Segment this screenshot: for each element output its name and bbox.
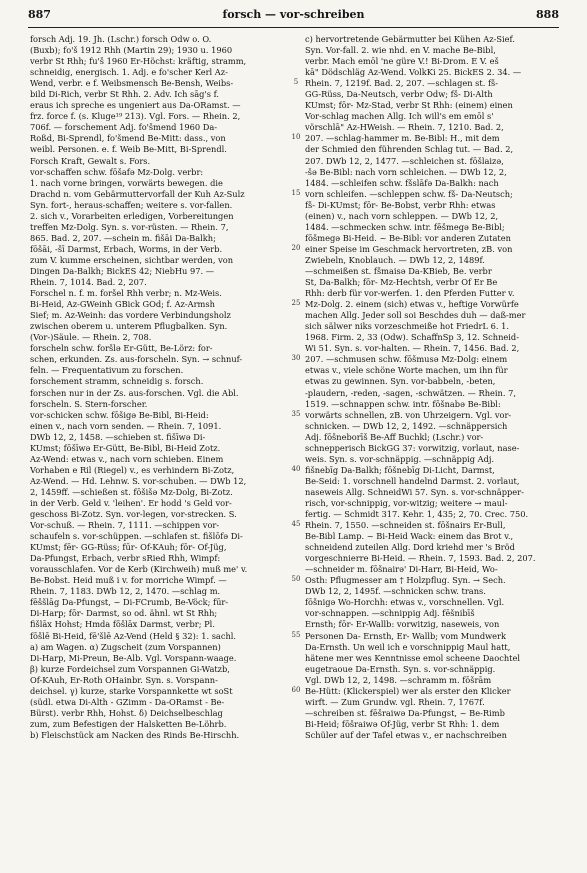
text-line: Zwiebeln, Knoblauch. — DWb 12, 2, 1489f.: [305, 254, 485, 265]
text-line: einen v., nach vorn senden. — Rhein. 7, 1091.: [30, 420, 222, 431]
text-line: fōšāi, -šī Darmst, Erbach, Worms, in der Verb.: [30, 243, 223, 254]
text-line: weibl. Personen. e. f. Weib Be-Mitt, Bi-Sprendl.: [30, 144, 227, 155]
text-line: weis. Syn. s. vor-schnäppig. —schnäppig Adj.: [305, 453, 495, 464]
text-line: Be-Hütt: (Klickerspiel) wer als erster den Klicker: [305, 685, 511, 696]
text-line: schnicken. — DWb 12, 2, 1492. —schnäppersich: [305, 420, 508, 431]
text-line: KUmst; fēr- GG-Rüss; fūr- Of-KAuh; fōr- Of-Jüg,: [30, 542, 227, 553]
left-column: [30, 34, 290, 741]
text-line: Bi-Heid, Az-GWeinh GBick GOd; f. Az-Armsh: [30, 299, 215, 310]
text-line: Wi 51. Syn. s. vor-halten. — Rhein. 7, 1456. Bad. 2,: [305, 343, 520, 354]
text-line: St, Da-Balkh; fōr- Mz-Hechtsh, verbr Of Er Be: [305, 277, 498, 288]
text-line: 207. DWb 12, 2, 1477. —schleichen st. fōšlaizə,: [305, 155, 504, 166]
line-number: 10: [291, 133, 301, 142]
text-line: vorausschlafen. Vor de Kerb (Kirchweih) muß me' v.: [30, 564, 248, 575]
text-line: Dingen Da-Balkh; BickES 42; NiebHu 97. —: [30, 265, 214, 276]
text-line: Vor-schuß. — Rhein. 7, 1111. —schippen vor-: [30, 520, 220, 531]
text-line: Az-Wend. — Hd. Lehnw. S. vor-schuben. — DWb 12,: [30, 475, 247, 486]
text-line: Rhein. 7, 1183. DWb 12, 2, 1470. —schlag m.: [30, 586, 221, 597]
text-line: Bi-Heid; fōšraiwə Of-Jüg, verbr St Rhh: 1. dem: [305, 718, 500, 729]
line-number: 20: [291, 243, 301, 252]
text-line: schnepperisch BickGG 37: vorwitzig, vorlaut, nase-: [305, 442, 520, 453]
text-line: Di-Harp, Mi-Preun, Be-Alb. Vgl. Vorspann-waage.: [30, 652, 237, 663]
running-title: forsch — vor-schreiben: [222, 8, 365, 21]
text-line: 1484. —schleifen schw. fšslāfə Da-Balkh: nach: [305, 177, 499, 188]
text-line: zwischen oberem u. unterem Pflugbalken. Syn.: [30, 321, 228, 332]
text-line: DWb 12, 2, 1495f. —schnicken schw. trans.: [305, 586, 486, 597]
text-line: Syn. Vor-fall. 2. wie nhd. en V. mache Be-Bibl,: [305, 45, 496, 56]
text-line: —schreiben st. fēšraiwə Da-Pfungst, ~ Be-Rimb: [305, 707, 505, 718]
text-line: Mz-Dolg. 2. einem (sich) etwas v., heftige Vorwürfe: [305, 299, 519, 310]
text-line: b) Fleischstück am Nacken des Rinds Be-Hirschh.: [30, 729, 240, 740]
text-line: fertig. — Schmidt 317. Kehr. 1, 435; 2, 70. Crec. 750.: [305, 509, 529, 520]
text-line: feln. — Frequentativum zu forschen.: [30, 365, 184, 376]
text-line: kā" Dödschläg Az-Wend. VolkKi 25. BickES 2. 34. —: [305, 67, 522, 78]
text-line: Roßd, Bi-Sprendl, fo'šmend Be-Mitt: dass., von: [30, 133, 226, 144]
text-line: fēššlāg Da-Pfungst, ~ Di-FCrumb, Be-Vöck; fūr-: [30, 597, 229, 608]
text-line: fōšmegə Bi-Heid. ~ Be-Bibl: vor anderen Zutaten: [305, 232, 511, 243]
text-line: forscheln. S. Stern-forscher.: [30, 398, 148, 409]
line-number: 50: [291, 575, 301, 584]
text-line: Be-Seid: 1. vorschnell handelnd Darmst. 2. vorlaut,: [305, 475, 520, 486]
text-line: c) hervortretende Gebärmutter bei Kühen Az-Sief.: [305, 34, 515, 44]
text-line: forschen nur in der Zs. aus-forschen. Vgl. die Abl.: [30, 387, 239, 398]
text-line: Vgl. DWb 12, 2, 1498. —schramm m. fōšrām: [305, 674, 492, 685]
text-line: Forsch Kraft, Gewalt s. Fors.: [30, 155, 151, 166]
text-line: etwas v., viele schöne Worte machen, um ihn für: [305, 365, 508, 376]
text-line: 2. sich v., Vorarbeiten erledigen, Vorbereitungen: [30, 210, 234, 221]
text-line: Vorhaben e Ril (Riegel) v., es verhindern Bi-Zotz,: [30, 464, 235, 475]
text-line: bild Di-Rich, verbr St Rhh. 2. Adv. Ich sāg's f.: [30, 89, 219, 100]
text-line: treffen Mz-Dolg. Syn. s. vor-rüsten. — Rhein. 7,: [30, 221, 229, 232]
text-line: vor-schnappen. —schnippig Adj. fēšnibīš: [305, 608, 475, 619]
text-line: der Schmied den führenden Schlag tut. — Bad. 2,: [305, 144, 514, 155]
text-line: —schneider m. fōšnairə' Di-Harr, Bi-Heid, Wo-: [305, 564, 498, 575]
text-line: GG-Rüss, Da-Neutsch, verbr Odw; fš- Di-Alth: [305, 89, 493, 100]
text-line: Di-Harp; fōr- Darmst, so od. ähnl. wt St Rhh;: [30, 608, 218, 619]
text-line: -plaudern, -reden, -sagen, -schwätzen. — Rhein. 7,: [305, 387, 516, 398]
text-line: forschement stramm, schneidig s. forsch.: [30, 376, 204, 387]
text-line: Osth: Pflugmesser am † Holzpflug. Syn. → Sech.: [305, 575, 506, 586]
line-number: 30: [291, 354, 301, 363]
text-line: Syn. fort-, heraus-schaffen; weitere s. vor-fallen.: [30, 199, 233, 210]
text-line: Adj. fōšneborīš Be-Aff Buchkl; (Lschr.) vor-: [305, 431, 484, 442]
text-line: deichsel. γ) kurze, starke Vorspannkette wt soSt: [30, 685, 233, 696]
text-line: (einen) v., nach vorn schleppen. — DWb 12, 2,: [305, 210, 499, 221]
line-number: 40: [291, 464, 301, 473]
page-number-left: 887: [28, 8, 51, 21]
line-number: 5: [293, 78, 299, 87]
text-line: sich sälwer niks vorzeschmeiße hot FriedrL 6. 1.: [305, 321, 509, 332]
text-line: Rhein. 7, 1014. Bad. 2, 207.: [30, 277, 147, 288]
text-line: naseweis Allg. SchneidWi 57. Syn. s. vor-schnäpper-: [305, 486, 524, 497]
text-line: β) kurze Fordeichsel zum Vorspannen Gi-Watzb,: [30, 663, 230, 674]
line-number: 45: [291, 520, 301, 529]
text-line: vörschlā" Az-HWeish. — Rhein. 7, 1210. Bad. 2,: [305, 122, 504, 133]
text-line: Of-KAuh, Er-Roth OHainbr. Syn. s. Vorspann-: [30, 674, 218, 685]
line-number: 35: [291, 409, 301, 418]
text-line: 1. nach vorne bringen, vorwärts bewegen. die: [30, 177, 223, 188]
header-rule: [28, 27, 559, 28]
text-line: fš- Di-KUmst; fōr- Be-Bobst, verbr Rhh: etwas: [305, 199, 496, 210]
text-line: zum, zum Befestigen der Halsketten Be-Löhrb.: [30, 718, 227, 729]
text-line: forscheln schw. foršlə Er-Gütt, Be-Lörz: for-: [30, 343, 213, 354]
page-number-right: 888: [536, 8, 559, 21]
text-line: Personen Da- Ernsth, Er- Wallb; vom Mundwerk: [305, 630, 507, 641]
line-number: 60: [291, 685, 301, 694]
text-line: Rhein. 7, 1550. —schneiden st. fōšnairs Er-Bull,: [305, 520, 506, 531]
text-line: Be-Bobst. Heid muß i v. for morriche Wimpf. —: [30, 575, 227, 586]
text-line: 207. —schmusen schw. fōšmusə Mz-Dolg: einem: [305, 354, 508, 365]
text-line: Da-Pfungst, Erbach, verbr sRied Rhh, Wimpf:: [30, 553, 221, 564]
page-header: [28, 8, 559, 26]
text-line: in der Verb. Geld v. 'leihen'. Er hodd 's Geld vor-: [30, 497, 232, 508]
text-line: Sief; m. Az-Weinh: das vordere Verbindungsholz: [30, 310, 231, 321]
text-line: frz. force f. (s. Kluge¹⁹ 213). Vgl. Fors. — Rhein. 2,: [30, 111, 241, 122]
text-line: fišlāx Hohst; Hmda fōšlāx Darmst, verbr; Pl.: [30, 619, 215, 630]
text-line: verbr St Rhh; fu'š 1960 Er-Höchst: kräftig, stramm,: [30, 56, 247, 67]
text-line: fišnebīg Da-Balkh; fōšnebīg Di-Licht, Darmst,: [305, 464, 495, 475]
line-number: 15: [291, 188, 301, 197]
text-line: Rhein. 7, 1219f. Bad. 2, 207. —schlagen st. fš-: [305, 78, 499, 89]
text-line: 207. —schlag-hammer m. Be-Bibl: H., mit dem: [305, 133, 500, 144]
text-line: 1484. —schmecken schw. intr. fēšmegə Be-Bibl;: [305, 221, 505, 232]
text-line: zum V. kumme erscheinen, sichtbar werden, von: [30, 254, 234, 265]
text-line: (Vor-)Säule. — Rhein. 2, 708.: [30, 332, 152, 343]
text-line: vor-schicken schw. fōšigə Be-Bibl, Bi-Heid:: [30, 409, 209, 420]
text-line: etwas zu gewinnen. Syn. vor-babbeln, -beten,: [305, 376, 496, 387]
text-line: a) am Wagen. α) Zugscheit (zum Vorspannen): [30, 641, 221, 652]
text-line: vorgeschnierre Bi-Heid. — Rhein. 7, 1593. Bad. 2, 207.: [305, 553, 536, 564]
text-line: Be-Bibl Lamp. ~ Bi-Heid Wack: einem das Brot v.,: [305, 531, 514, 542]
text-line: schaufeln s. vor-schüppen. —schlafen st. fišlōfə Di-: [30, 531, 243, 542]
line-number: 25: [291, 299, 301, 308]
text-line: vorn schleifen. —schleppen schw. fš- Da-Neutsch;: [305, 188, 513, 199]
text-line: KUmst; fōšīwə Er-Gütt, Be-Bibl, Bi-Heid Zotz.: [30, 442, 221, 453]
text-line: Wend, verbr. e f. Weibsmensch Be-Bensh, Weibs-: [30, 78, 234, 89]
text-line: risch, vor-schnippig, vor-witzig; weitere → maul-: [305, 497, 508, 508]
text-line: 865. Bad. 2, 207. —schein m. fišāi Da-Balkh;: [30, 232, 216, 243]
text-line: Ernsth; fōr- Er-Wallb: vorwitzig, naseweis, von: [305, 619, 500, 630]
text-line: hätene mer wes Kenntnisse emol scheene Daochtel: [305, 652, 520, 663]
text-line: Az-Wend: etwas v., nach vorn schieben. Einem: [30, 453, 224, 464]
text-line: schneidend zuteilen Allg. Dord kriehd mer 's Bröd: [305, 542, 515, 553]
text-line: Da-Ernsth. Un weil ich e vorschnippig Maul hatt,: [305, 641, 511, 652]
text-line: wirft. — Zum Grundw. vgl. Rhein. 7, 1767f.: [305, 696, 485, 707]
text-line: vorwärts schnellen, zB. von Uhrzeigern. Vgl. vor-: [305, 409, 512, 420]
text-line: verbr. Mach emōl 'ne güre V.! Bi-Drom. E V. eš: [305, 56, 499, 67]
text-line: forsch Adj. 19. Jh. (Lschr.) forsch Odw o. O.: [30, 34, 212, 44]
text-line: einer Speise im Geschmack hervortreten, zB. von: [305, 243, 513, 254]
text-line: Drachd n. vom Gebärmuttervorfall der Kuh Az-Sulz: [30, 188, 245, 199]
text-line: 1519. —schnappen schw. intr. fōšnabə Be-Bibl:: [305, 398, 501, 409]
text-line: (Buxb); fo'š 1912 Rhh (Martin 29); 1930 u. 1960: [30, 45, 233, 56]
text-line: Rhh: derb für vor-werfen. 1. den Pferden Futter v.: [305, 288, 515, 299]
text-line: 1968. Firm. 2, 33 (Odw). SchaffnSp 3, 12. Schneid-: [305, 332, 519, 343]
text-line: fōšnigə Wo-Horchh: etwas v., vorschnellen. Vgl.: [305, 597, 505, 608]
text-line: (südl. etwa Di-Alth - GZimm - Da-ORamst - Be-: [30, 696, 225, 707]
text-line: KUmst; fōr- Mz-Stad, verbr St Rhh: (einem) einen: [305, 100, 513, 111]
text-line: —schmeißen st. fšmaisə Da-KBieb, Be. verbr: [305, 265, 492, 276]
text-line: geschoss Bi-Zotz. Syn. vor-legen, vor-strecken. S.: [30, 509, 237, 520]
text-line: machen Allg. Jeder soll soi Beschdes duh — daß-mer: [305, 310, 526, 321]
text-line: schen, erkunden. Zs. aus-forscheln. Syn. → schnuf-: [30, 354, 243, 365]
text-line: Schüler auf der Tafel etwas v., er nachschreiben: [305, 729, 507, 740]
right-column: [305, 34, 565, 741]
text-line: schneidig, energisch. 1. Adj. e fo'scher Kerl Az-: [30, 67, 228, 78]
text-line: -šə Be-Bibl: nach vorn schleichen. — DWb 12, 2,: [305, 166, 507, 177]
text-line: fōšlē Bi-Heid, fē'šlē Az-Vend (Held § 32): 1. sachl.: [30, 630, 237, 641]
text-line: eraus ich spreche es ungeniert aus Da-ORamst. —: [30, 100, 241, 111]
text-line: Bürst). verbr Rhh, Hohst. δ) Deichselbeschlag: [30, 707, 223, 718]
text-line: DWb 12, 2, 1458. —schieben st. fišīwə Di-: [30, 431, 206, 442]
text-line: vor-schaffen schw. fōšafə Mz-Dolg. verbr:: [30, 166, 204, 177]
line-number: 55: [291, 630, 301, 639]
text-line: 706f. — forschement Adj. fo'šmend 1960 Da-: [30, 122, 218, 133]
text-line: Vor-schlag machen Allg. Ich will's em emōl s': [305, 111, 494, 122]
text-line: 2, 1459ff. —schießen st. fōšišə Mz-Dolg, Bi-Zotz.: [30, 486, 233, 497]
text-line: eugetraoue Da-Ernsth. Syn. s. vor-schnäppig.: [305, 663, 496, 674]
text-line: Forschel n. f. m. foršel Rhh verbr; n. Mz-Weis.: [30, 288, 222, 299]
